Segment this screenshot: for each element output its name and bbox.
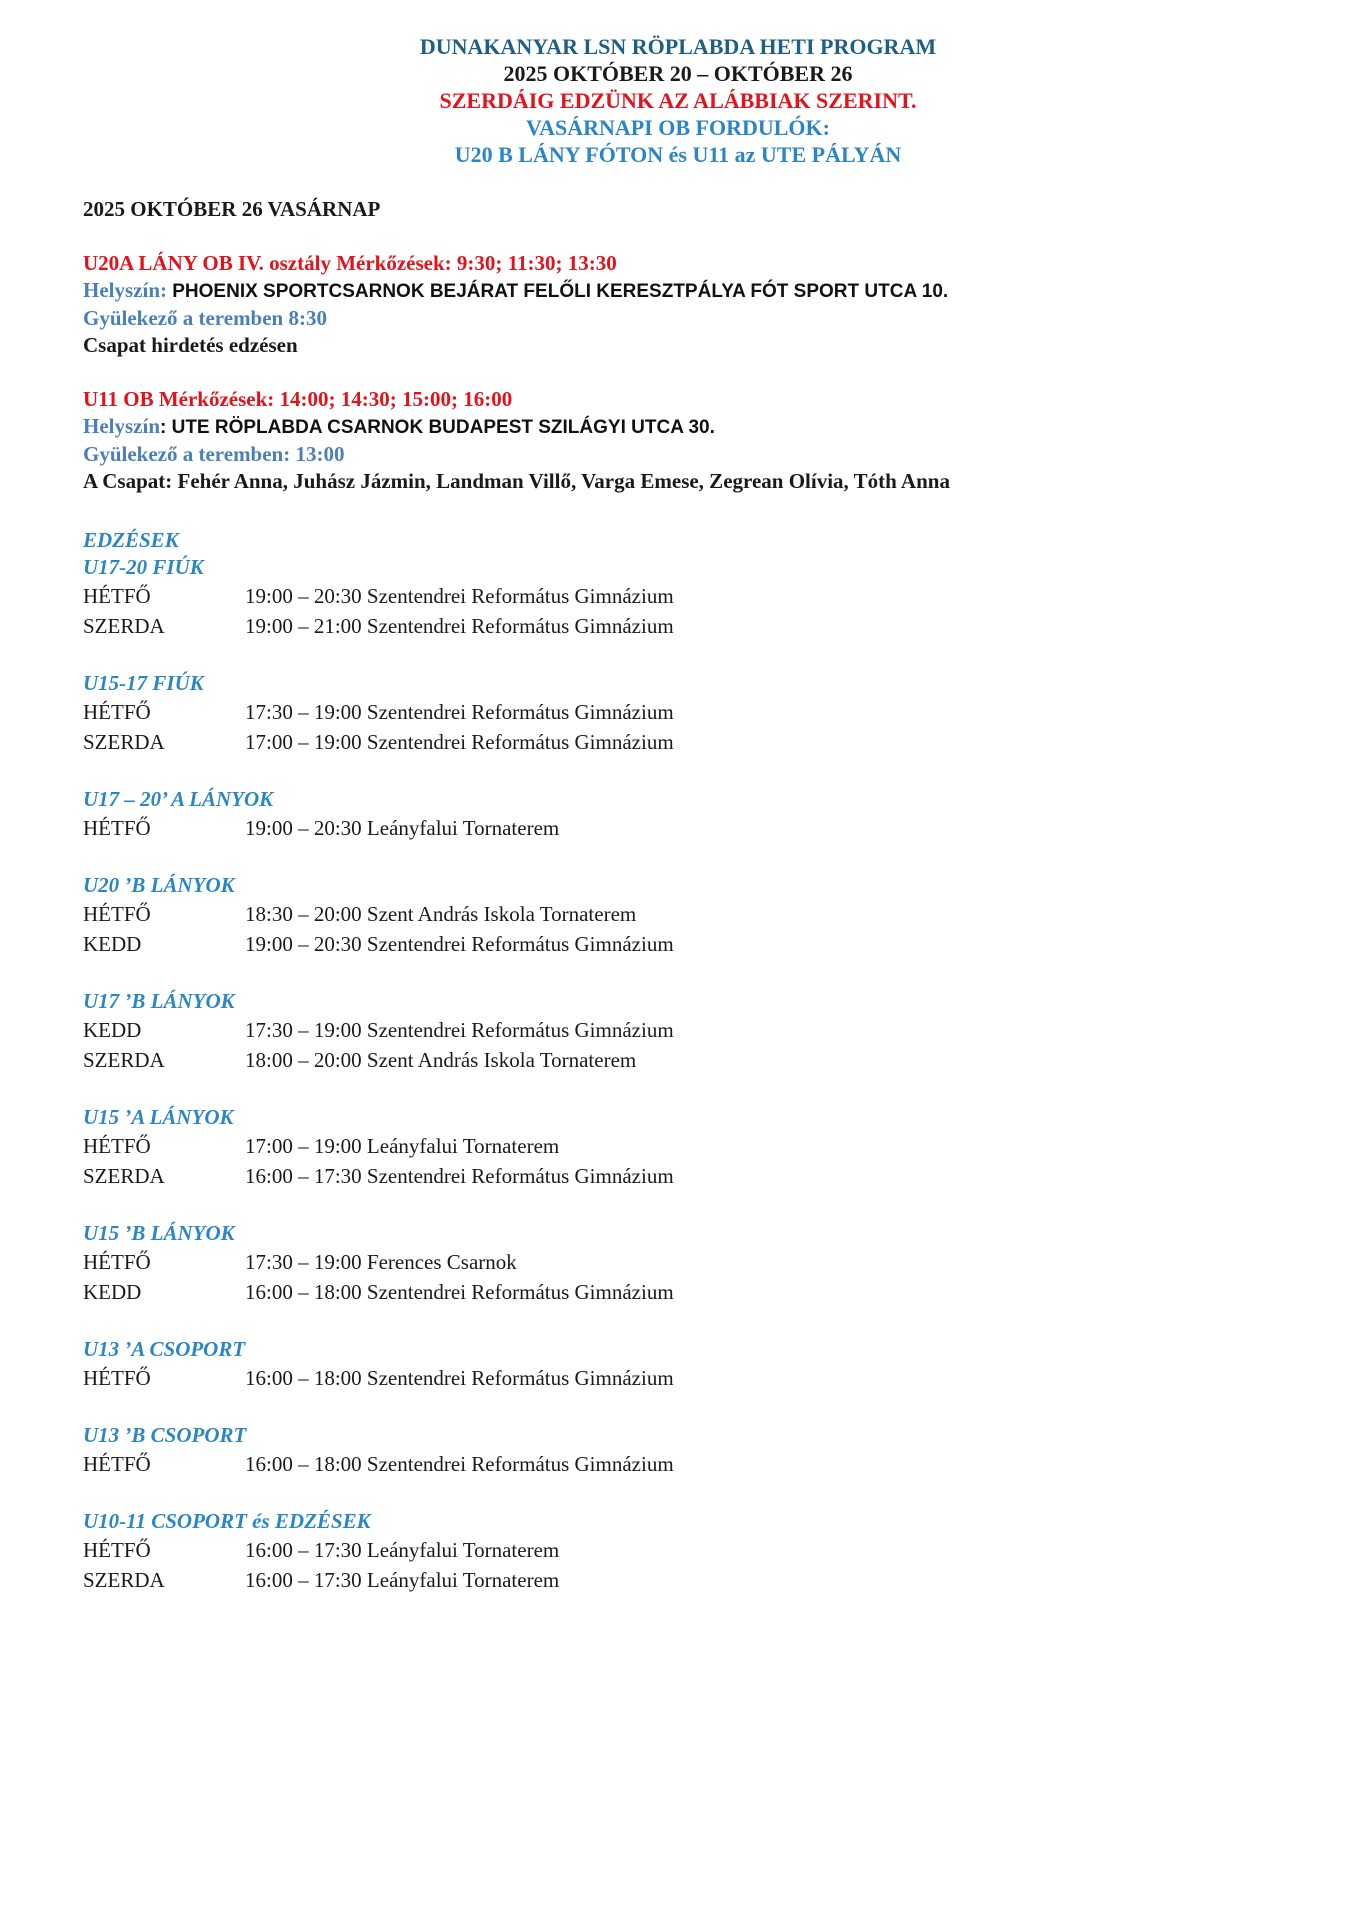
training-group-title: U13 ’B CSOPORT	[83, 1423, 247, 1447]
training-group	[83, 670, 1323, 757]
training-day: HÉTFŐ	[83, 1538, 151, 1562]
program-title: DUNAKANYAR LSN RÖPLABDA HETI PROGRAM	[419, 34, 937, 59]
training-row	[83, 1161, 1323, 1191]
training-slot: 17:30 – 19:00 Szentendrei Református Gimnázium	[245, 1018, 674, 1042]
match1-meeting: Gyülekező a teremben 8:30	[83, 306, 327, 330]
training-group	[83, 1104, 1323, 1191]
match1-title: U20A LÁNY OB IV. osztály Mérkőzések: 9:30; 11:30; 13:30	[83, 251, 617, 275]
training-row	[83, 1015, 1323, 1045]
training-slot: 18:00 – 20:00 Szent András Iskola Tornaterem	[245, 1048, 637, 1072]
match1-venue	[83, 277, 1323, 305]
training-group-title: U17 ’B LÁNYOK	[83, 989, 235, 1013]
training-group	[83, 1220, 1323, 1307]
match2-title: U11 OB Mérkőzések: 14:00; 14:30; 15:00; 16:00	[83, 387, 513, 411]
training-day: HÉTFŐ	[83, 902, 151, 926]
training-row	[83, 813, 1323, 843]
training-group	[83, 1336, 1323, 1393]
training-slot: 17:00 – 19:00 Szentendrei Református Gimnázium	[245, 730, 674, 754]
training-day: SZERDA	[83, 1568, 165, 1592]
training-group	[83, 1508, 1323, 1595]
training-row	[83, 1045, 1323, 1075]
training-row	[83, 1363, 1323, 1393]
match2-venue	[83, 413, 1323, 441]
training-group-title: U15 ’B LÁNYOK	[83, 1221, 235, 1245]
training-notice: SZERDÁIG EDZÜNK AZ ALÁBBIAK SZERINT.	[439, 88, 917, 113]
match1-team: Csapat hirdetés edzésen	[83, 333, 298, 357]
training-group	[83, 872, 1323, 959]
training-group-title: U20 ’B LÁNYOK	[83, 873, 235, 897]
training-day: HÉTFŐ	[83, 1452, 151, 1476]
training-row	[83, 929, 1323, 959]
content-block	[83, 196, 1323, 1624]
training-row	[83, 611, 1323, 641]
training-day: KEDD	[83, 932, 142, 956]
training-group	[83, 786, 1323, 843]
training-group-title: U17-20 FIÚK	[83, 555, 204, 579]
training-slot: 16:00 – 17:30 Leányfalui Tornaterem	[245, 1538, 560, 1562]
training-day: SZERDA	[83, 614, 165, 638]
training-group	[83, 988, 1323, 1075]
training-slot: 17:30 – 19:00 Ferences Csarnok	[245, 1250, 517, 1274]
trainings-title: EDZÉSEK	[83, 528, 179, 552]
header-block	[378, 33, 978, 168]
training-row	[83, 1131, 1323, 1161]
training-slot: 19:00 – 20:30 Szentendrei Református Gimnázium	[245, 932, 674, 956]
training-day: HÉTFŐ	[83, 1366, 151, 1390]
training-day: HÉTFŐ	[83, 1250, 151, 1274]
match2-venue-label: Helyszín	[83, 414, 160, 438]
training-day: HÉTFŐ	[83, 700, 151, 724]
training-slot: 18:30 – 20:00 Szent András Iskola Tornaterem	[245, 902, 637, 926]
training-group-title: U17 – 20’ A LÁNYOK	[83, 787, 274, 811]
sunday-rounds-detail: U20 B LÁNY FÓTON és U11 az UTE PÁLYÁN	[454, 142, 902, 167]
match1-venue-value: PHOENIX SPORTCSARNOK BEJÁRAT FELŐLI KERESZTPÁLYA FÓT SPORT UTCA 10.	[172, 281, 949, 302]
sunday-rounds-title: VASÁRNAPI OB FORDULÓK:	[526, 115, 830, 140]
training-row	[83, 1535, 1323, 1565]
training-row	[83, 581, 1323, 611]
training-slot: 19:00 – 20:30 Leányfalui Tornaterem	[245, 816, 560, 840]
training-row	[83, 1277, 1323, 1307]
training-slot: 16:00 – 18:00 Szentendrei Református Gimnázium	[245, 1366, 674, 1390]
training-day: KEDD	[83, 1018, 142, 1042]
training-group	[83, 554, 1323, 641]
training-slot: 16:00 – 17:30 Leányfalui Tornaterem	[245, 1568, 560, 1592]
training-row	[83, 727, 1323, 757]
training-day: SZERDA	[83, 1164, 165, 1188]
sunday-title: 2025 OKTÓBER 26 VASÁRNAP	[83, 197, 381, 221]
training-day: HÉTFŐ	[83, 816, 151, 840]
date-range: 2025 OKTÓBER 20 – OKTÓBER 26	[503, 61, 853, 86]
training-group-title: U10-11 CSOPORT és EDZÉSEK	[83, 1509, 371, 1533]
training-day: HÉTFŐ	[83, 584, 151, 608]
training-day: SZERDA	[83, 730, 165, 754]
training-slot: 16:00 – 17:30 Szentendrei Református Gimnázium	[245, 1164, 674, 1188]
match1-venue-label: Helyszín:	[83, 278, 167, 302]
training-group	[83, 1422, 1323, 1479]
training-slot: 17:00 – 19:00 Leányfalui Tornaterem	[245, 1134, 560, 1158]
training-row	[83, 697, 1323, 727]
match2-meeting: Gyülekező a teremben: 13:00	[83, 442, 345, 466]
training-row	[83, 1565, 1323, 1595]
training-day: HÉTFŐ	[83, 1134, 151, 1158]
training-slot: 16:00 – 18:00 Szentendrei Református Gimnázium	[245, 1452, 674, 1476]
match2-venue-value: : UTE RÖPLABDA CSARNOK BUDAPEST SZILÁGYI UTCA 30.	[160, 417, 715, 438]
training-group-title: U13 ’A CSOPORT	[83, 1337, 246, 1361]
training-day: SZERDA	[83, 1048, 165, 1072]
training-group-title: U15 ’A LÁNYOK	[83, 1105, 234, 1129]
training-group-title: U15-17 FIÚK	[83, 671, 204, 695]
training-row	[83, 1247, 1323, 1277]
training-row	[83, 1449, 1323, 1479]
training-slot: 19:00 – 20:30 Szentendrei Református Gimnázium	[245, 584, 674, 608]
training-slot: 17:30 – 19:00 Szentendrei Református Gimnázium	[245, 700, 674, 724]
training-groups	[83, 554, 1323, 1595]
training-slot: 19:00 – 21:00 Szentendrei Református Gimnázium	[245, 614, 674, 638]
training-day: KEDD	[83, 1280, 142, 1304]
training-row	[83, 899, 1323, 929]
match2-team: A Csapat: Fehér Anna, Juhász Jázmin, Landman Villő, Varga Emese, Zegrean Olívia, Tóth Anna	[83, 469, 950, 493]
training-slot: 16:00 – 18:00 Szentendrei Református Gimnázium	[245, 1280, 674, 1304]
